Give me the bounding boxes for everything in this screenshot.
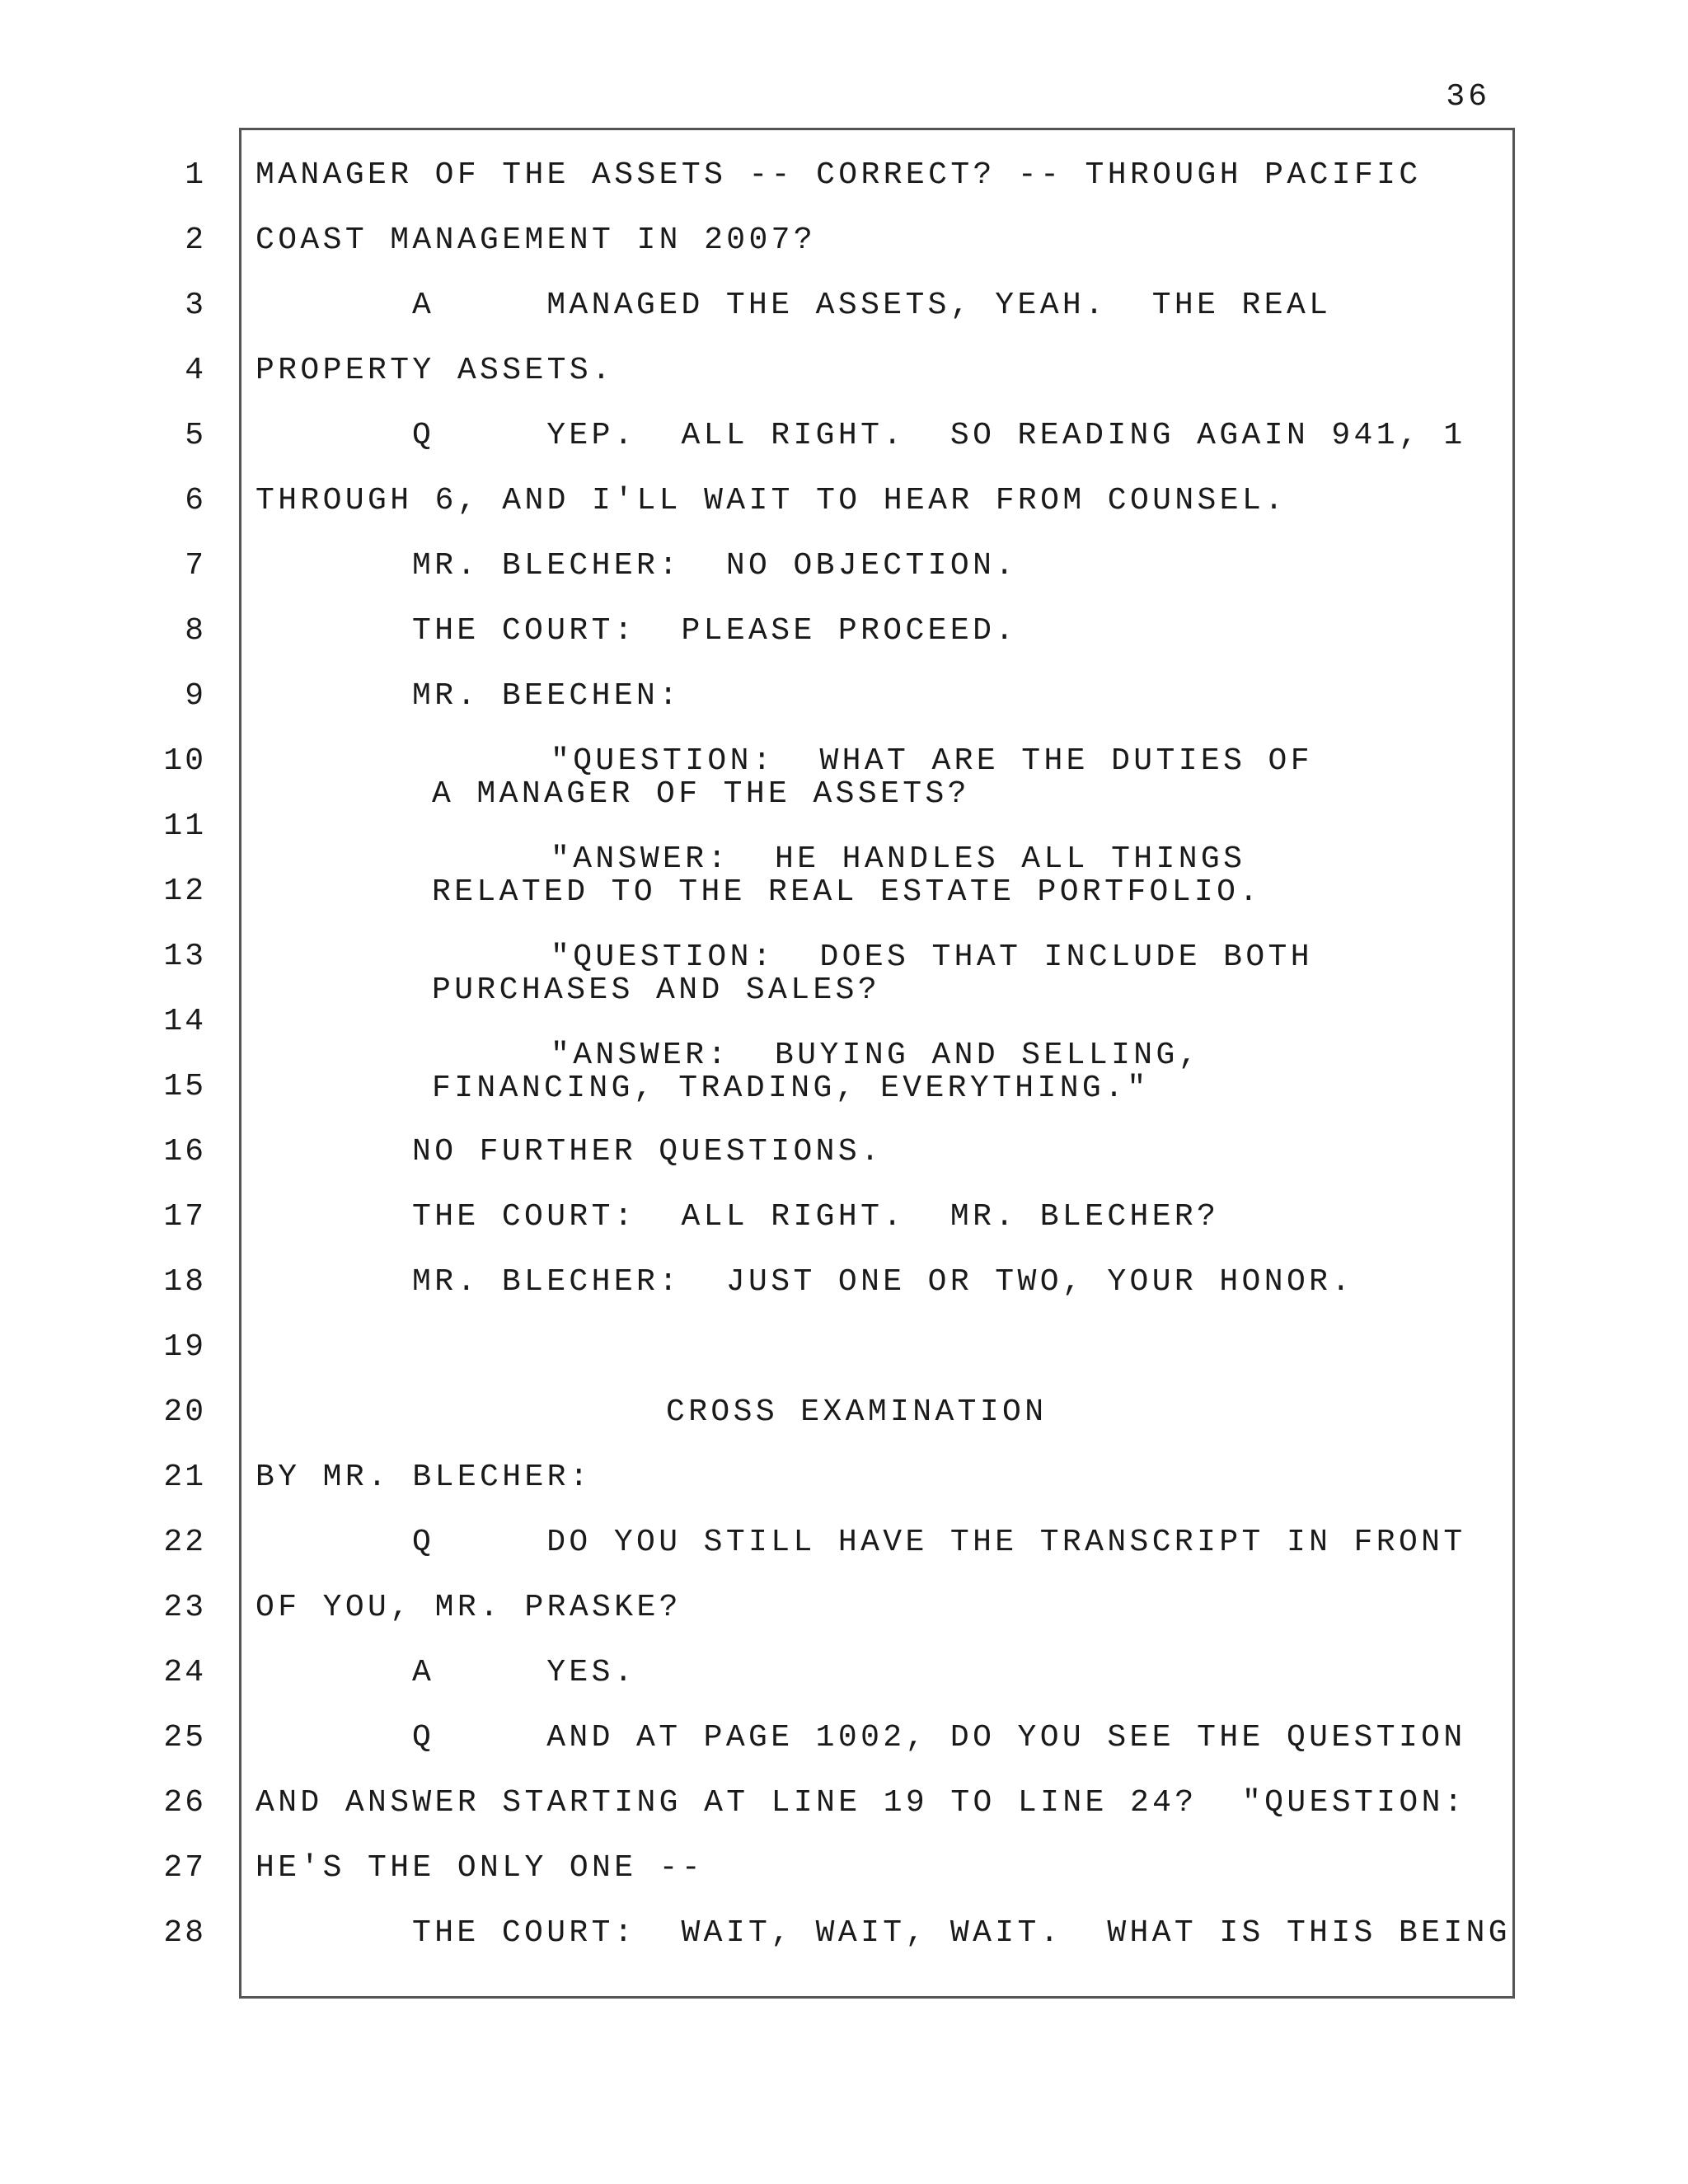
- transcript-line: Q DO YOU STILL HAVE THE TRANSCRIPT IN FRONT: [412, 1525, 1466, 1560]
- line-number: 10: [163, 743, 206, 779]
- quoted-line: "ANSWER: BUYING AND SELLING,: [551, 1038, 1201, 1073]
- transcript-line: Q YEP. ALL RIGHT. SO READING AGAIN 941, 1: [412, 418, 1466, 453]
- line-number: 25: [163, 1720, 206, 1755]
- page-number: 36: [1446, 79, 1490, 115]
- line-number: 8: [185, 613, 206, 649]
- line-number: 23: [163, 1590, 206, 1625]
- line-number: 16: [163, 1134, 206, 1169]
- transcript-line: MR. BEECHEN:: [412, 678, 682, 714]
- transcript-line: THE COURT: PLEASE PROCEED.: [412, 613, 1018, 649]
- line-number: 12: [163, 874, 206, 909]
- transcript-line: PROPERTY ASSETS.: [256, 353, 615, 388]
- transcript-line: OF YOU, MR. PRASKE?: [256, 1590, 682, 1625]
- transcript-line: AND ANSWER STARTING AT LINE 19 TO LINE 24? "QUESTION:: [256, 1785, 1466, 1821]
- quoted-line: "QUESTION: DOES THAT INCLUDE BOTH: [551, 940, 1313, 975]
- line-number: 1: [185, 157, 206, 193]
- quoted-line: FINANCING, TRADING, EVERYTHING.": [432, 1071, 1150, 1106]
- line-number: 5: [185, 418, 206, 453]
- line-number: 17: [163, 1199, 206, 1235]
- line-number: 2: [185, 223, 206, 258]
- section-heading: CROSS EXAMINATION: [666, 1394, 1048, 1430]
- transcript-line: Q AND AT PAGE 1002, DO YOU SEE THE QUESTION: [412, 1720, 1466, 1755]
- quoted-line: PURCHASES AND SALES?: [432, 972, 881, 1008]
- line-number: 20: [163, 1394, 206, 1430]
- quoted-line: "QUESTION: WHAT ARE THE DUTIES OF: [551, 743, 1313, 779]
- transcript-line: BY MR. BLECHER:: [256, 1460, 593, 1495]
- line-number: 11: [163, 808, 206, 844]
- transcript-line: COAST MANAGEMENT IN 2007?: [256, 223, 817, 258]
- line-number: 6: [185, 483, 206, 518]
- line-number: 14: [163, 1004, 206, 1039]
- transcript-line: MR. BLECHER: NO OBJECTION.: [412, 548, 1018, 583]
- quoted-line: A MANAGER OF THE ASSETS?: [432, 776, 970, 812]
- line-number: 9: [185, 678, 206, 714]
- transcript-line: MR. BLECHER: JUST ONE OR TWO, YOUR HONOR.: [412, 1264, 1354, 1300]
- line-number: 19: [163, 1329, 206, 1365]
- line-number: 27: [163, 1850, 206, 1886]
- quoted-line: "ANSWER: HE HANDLES ALL THINGS: [551, 841, 1246, 877]
- line-number: 22: [163, 1525, 206, 1560]
- line-number: 3: [185, 288, 206, 323]
- transcript-line: THE COURT: ALL RIGHT. MR. BLECHER?: [412, 1199, 1220, 1235]
- transcript-line: A MANAGED THE ASSETS, YEAH. THE REAL: [412, 288, 1332, 323]
- line-number: 15: [163, 1069, 206, 1104]
- transcript-line: A YES.: [412, 1655, 637, 1690]
- transcript-line: THE COURT: WAIT, WAIT, WAIT. WHAT IS THIS BEING: [412, 1915, 1511, 1951]
- transcript-line: MANAGER OF THE ASSETS -- CORRECT? -- THROUGH PACIFIC: [256, 157, 1422, 193]
- quoted-line: RELATED TO THE REAL ESTATE PORTFOLIO.: [432, 874, 1262, 910]
- line-number: 21: [163, 1460, 206, 1495]
- line-number: 26: [163, 1785, 206, 1821]
- line-number: 7: [185, 548, 206, 583]
- line-number: 13: [163, 939, 206, 974]
- transcript-line: NO FURTHER QUESTIONS.: [412, 1134, 884, 1169]
- line-number: 24: [163, 1655, 206, 1690]
- transcript-line: THROUGH 6, AND I'LL WAIT TO HEAR FROM COUNSEL.: [256, 483, 1287, 518]
- transcript-line: HE'S THE ONLY ONE --: [256, 1850, 705, 1886]
- line-number: 4: [185, 353, 206, 388]
- line-number: 18: [163, 1264, 206, 1300]
- line-number: 28: [163, 1915, 206, 1951]
